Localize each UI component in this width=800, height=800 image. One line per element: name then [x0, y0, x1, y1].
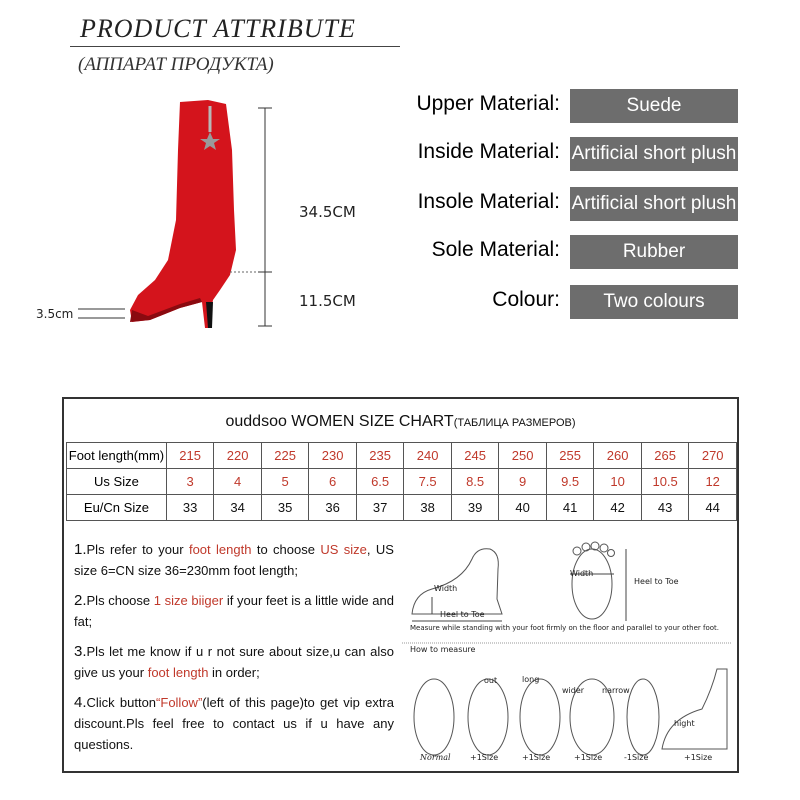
title-underline [70, 46, 400, 47]
size-chart-title-en: ouddsoo WOMEN SIZE CHART [225, 413, 454, 430]
tip-highlight: foot length [188, 542, 252, 557]
table-cell: 255 [546, 443, 594, 469]
table-row [67, 469, 737, 495]
table-cell: 12 [689, 469, 737, 495]
tip-3 [74, 641, 394, 683]
tip-highlight: 1 size biiger [153, 593, 224, 608]
tip-number: 1. [74, 541, 87, 558]
width-label-2: Width [570, 569, 594, 578]
table-cell: 10 [594, 469, 642, 495]
table-cell: 230 [309, 443, 357, 469]
table-cell: 215 [166, 443, 214, 469]
heel-toe-label: Heel to Toe [440, 610, 485, 619]
attr-value: Two colours [570, 285, 738, 319]
tip-highlight: US size [320, 542, 367, 557]
table-cell: 36 [309, 495, 357, 521]
foot-type-tag: out [484, 676, 498, 685]
attr-value: Suede [570, 89, 738, 123]
foot-type-note: +1Size [574, 753, 603, 762]
attr-value: Artificial short plush [570, 137, 738, 171]
foot-type-icons [414, 669, 727, 755]
heel-height-label: 11.5CM [299, 292, 356, 310]
table-cell: 265 [641, 443, 689, 469]
table-cell: 44 [689, 495, 737, 521]
attr-label: Sole Material: [431, 238, 560, 261]
tip-text: , US size 6=CN size 36=230mm foot length; [74, 542, 394, 578]
table-cell: 42 [594, 495, 642, 521]
table-cell: 43 [641, 495, 689, 521]
row-header: Eu/Cn Size [67, 495, 167, 521]
table-cell: 33 [166, 495, 214, 521]
table-cell: 40 [499, 495, 547, 521]
page-title: PRODUCT ATTRIBUTE [80, 14, 356, 43]
measure-instruction: Measure while standing with your foot firmly on the floor and parallel to your other foot. [410, 624, 719, 632]
attr-value: Rubber [570, 235, 738, 269]
heel-toe-label-2: Heel to Toe [634, 577, 679, 586]
foot-type-note: Normal [420, 753, 451, 762]
table-cell: 245 [451, 443, 499, 469]
table-cell: 3 [166, 469, 214, 495]
foot-type-note: +1Size [684, 753, 713, 762]
tip-number: 2. [74, 592, 87, 609]
table-cell: 41 [546, 495, 594, 521]
foot-type-tag: wider [562, 686, 585, 695]
tip-text: if your feet is a little wide and fat; [74, 593, 394, 629]
foot-type-tag: narrow [602, 686, 630, 695]
table-cell: 6 [309, 469, 357, 495]
table-cell: 37 [356, 495, 404, 521]
attr-row-upper [360, 89, 740, 123]
tip-highlight: foot length [147, 665, 209, 680]
table-cell: 9.5 [546, 469, 594, 495]
tip-text: Click button [86, 695, 157, 710]
foot-side-icon [412, 549, 502, 614]
attr-row-colour [360, 285, 740, 319]
foot-type-note: -1Size [624, 753, 649, 762]
attr-value: Artificial short plush [570, 187, 738, 221]
table-cell: 38 [404, 495, 452, 521]
size-chart-title-ru: (ТАБЛИЦА РАЗМЕРОВ) [453, 417, 576, 429]
row-header: Foot length(mm) [67, 443, 167, 469]
table-cell: 8.5 [451, 469, 499, 495]
tip-1 [74, 539, 394, 581]
foot-measure-diagram [402, 539, 732, 769]
attr-row-sole [360, 235, 740, 269]
tip-text: Pls choose [86, 593, 154, 608]
foot-type-note: +1Size [522, 753, 551, 762]
table-cell: 225 [261, 443, 309, 469]
table-cell: 10.5 [641, 469, 689, 495]
size-chart [62, 397, 739, 773]
tip-number: 3. [74, 643, 87, 660]
table-cell: 7.5 [404, 469, 452, 495]
platform-height-label: 3.5cm [36, 307, 74, 321]
width-label: Width [434, 584, 458, 593]
table-cell: 235 [356, 443, 404, 469]
tip-text: (left of this page)to get vip extra discount.Pls feel free to contact us if u have any questions. [74, 695, 394, 752]
tip-number: 4. [74, 694, 87, 711]
table-cell: 4 [214, 469, 262, 495]
tip-text: to choose [251, 542, 321, 557]
attr-row-inside [360, 137, 740, 171]
table-cell: 9 [499, 469, 547, 495]
attr-label: Colour: [492, 288, 560, 311]
table-row [67, 443, 737, 469]
tip-4 [74, 692, 394, 755]
tip-2 [74, 590, 394, 632]
table-cell: 270 [689, 443, 737, 469]
size-chart-title [64, 413, 737, 431]
attr-label: Insole Material: [417, 190, 560, 213]
footprint-icon [572, 549, 612, 619]
table-cell: 39 [451, 495, 499, 521]
attr-row-insole [360, 187, 740, 221]
table-cell: 34 [214, 495, 262, 521]
shaft-height-label: 34.5CM [299, 203, 356, 221]
foot-type-tag: hight [674, 719, 695, 728]
size-table [66, 442, 737, 521]
size-tips [74, 539, 394, 764]
table-cell: 6.5 [356, 469, 404, 495]
how-to-measure-label: How to measure [410, 645, 476, 654]
attr-label: Inside Material: [417, 140, 560, 163]
row-header: Us Size [67, 469, 167, 495]
tip-highlight: “Follow” [156, 695, 203, 710]
tip-text: in order; [208, 665, 260, 680]
table-cell: 35 [261, 495, 309, 521]
table-cell: 250 [499, 443, 547, 469]
attr-label: Upper Material: [416, 92, 560, 115]
table-cell: 240 [404, 443, 452, 469]
tip-text: Pls refer to your [86, 542, 189, 557]
table-cell: 5 [261, 469, 309, 495]
foot-type-tag: long [522, 675, 540, 684]
table-row [67, 495, 737, 521]
table-cell: 220 [214, 443, 262, 469]
tip-text: Pls let me know if u r not sure about size,u can also give us your [74, 644, 394, 680]
foot-type-note: +1Size [470, 753, 499, 762]
table-cell: 260 [594, 443, 642, 469]
page-subtitle: (АППАРАТ ПРОДУКТА) [78, 54, 274, 75]
